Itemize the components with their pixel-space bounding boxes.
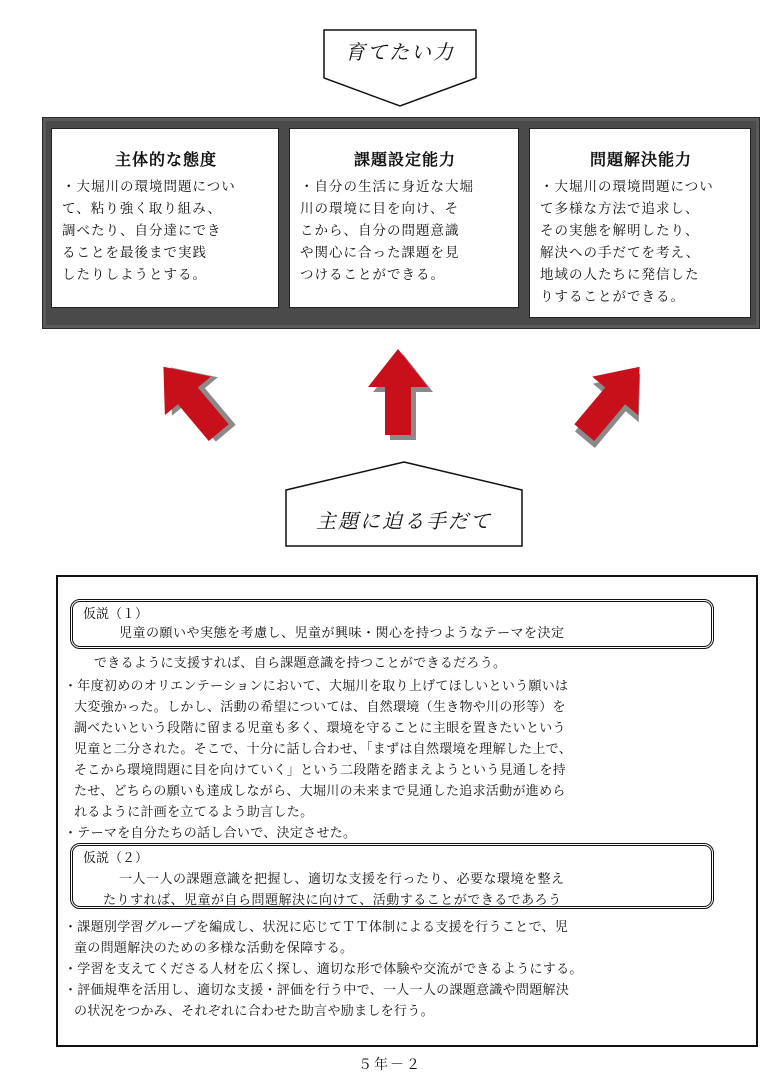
hypothesis-title: 仮説（１） <box>83 607 149 622</box>
top-label: 育てたい力 <box>345 40 455 64</box>
arrow-right-icon <box>558 347 666 450</box>
list-item: ・学習を支えてくださる人材を広く探し、適切な形で体験や交流ができるようにする。 <box>64 962 583 977</box>
list-item: の状況をつかみ、それぞれに合わせた助言や励ましを行う。 <box>74 1004 434 1019</box>
ability-box-1 <box>51 128 279 308</box>
ability-text: ・大堀川の環境問題につい て、粘り強く取り組み、 調べたり、自分達にでき ることを最後まで実践 したりしようとする。 <box>62 179 236 283</box>
list-item: れるように計画を立てるよう助言した。 <box>74 805 314 820</box>
list-item: そこから環境問題に目を向けていく」という二段階を踏まえようという見通しを持 <box>74 763 567 778</box>
list-item: 調べたいという段階に留まる児童も多く、環境を守ることに主眼を置きたいという <box>74 721 566 736</box>
hypothesis-title: 仮説（２） <box>83 851 149 866</box>
list-item: たせ、どちらの願いも達成しながら、大堀川の未来まで見通した追求活動が進めら <box>74 784 566 799</box>
ability-text: ・自分の生活に身近な大堀 川の環境に目を向け、そ こから、自分の問題意識 や関心に合った課題を見 つけることができる。 <box>300 179 474 283</box>
arrows-group <box>0 340 780 450</box>
ability-title: 主体的な態度 <box>114 150 217 169</box>
list-item: ・年度初めのオリエンテーションにおいて、大堀川を取り上げてほしいという願いは <box>64 679 569 694</box>
list-item: ・テーマを自分たちの話し合いで、決定させた。 <box>64 826 357 841</box>
ability-text: ・大堀川の環境問題につい て多様な方法で追求し、 その実態を解明したり、 解決への手だてを考え、 地域の人たちに発信した りすることができる。 <box>540 179 714 305</box>
pentagon-bottom-shape <box>284 460 524 548</box>
bullets-2 <box>64 917 754 1022</box>
hypothesis-1-box <box>70 599 714 649</box>
hypothesis-1-line-2: できるように支援すれば、自ら課題意識を持つことができるだろう。 <box>94 656 507 671</box>
ability-title: 問題解決能力 <box>589 150 692 169</box>
list-item: 大変強かった。しかし、活動の希望については、自然環境（生き物や川の形等）を <box>74 700 566 715</box>
bottom-label: 主題に迫る手だて <box>316 509 492 533</box>
hypothesis-2-box <box>70 843 714 909</box>
hypothesis-text: 児童の願いや実態を考慮し、児童が興味・関心を持つようなテーマを決定 <box>119 626 565 641</box>
abilities-band <box>42 117 760 329</box>
list-item: 童の問題解決のための多様な活動を保障する。 <box>74 941 354 956</box>
page-number: ５年－２ <box>358 1057 422 1073</box>
ability-title: 課題設定能力 <box>353 150 456 169</box>
arrow-up-icon <box>368 349 433 440</box>
list-item: ・評価規準を活用し、適切な支援・評価を行う中で、一人一人の課題意識や問題解決 <box>64 983 570 998</box>
bullets-1 <box>64 676 754 844</box>
measures-frame <box>56 575 758 1047</box>
list-item: ・課題別学習グループを編成し、状況に応じてＴＴ体制による支援を行うことで、児 <box>64 920 569 935</box>
hypothesis-text: たりすれば、児童が自ら問題解決に向けて、活動することができるであろう <box>103 893 562 908</box>
ability-box-2 <box>289 128 519 308</box>
ability-box-3 <box>529 128 751 318</box>
list-item: 児童と二分された。そこで、十分に話し合わせ、「まずは自然環境を理解した上で、 <box>74 742 572 757</box>
hypothesis-text: 一人一人の課題意識を把握し、適切な支援を行ったり、必要な環境を整え <box>119 872 565 887</box>
arrow-left-icon <box>140 344 248 450</box>
